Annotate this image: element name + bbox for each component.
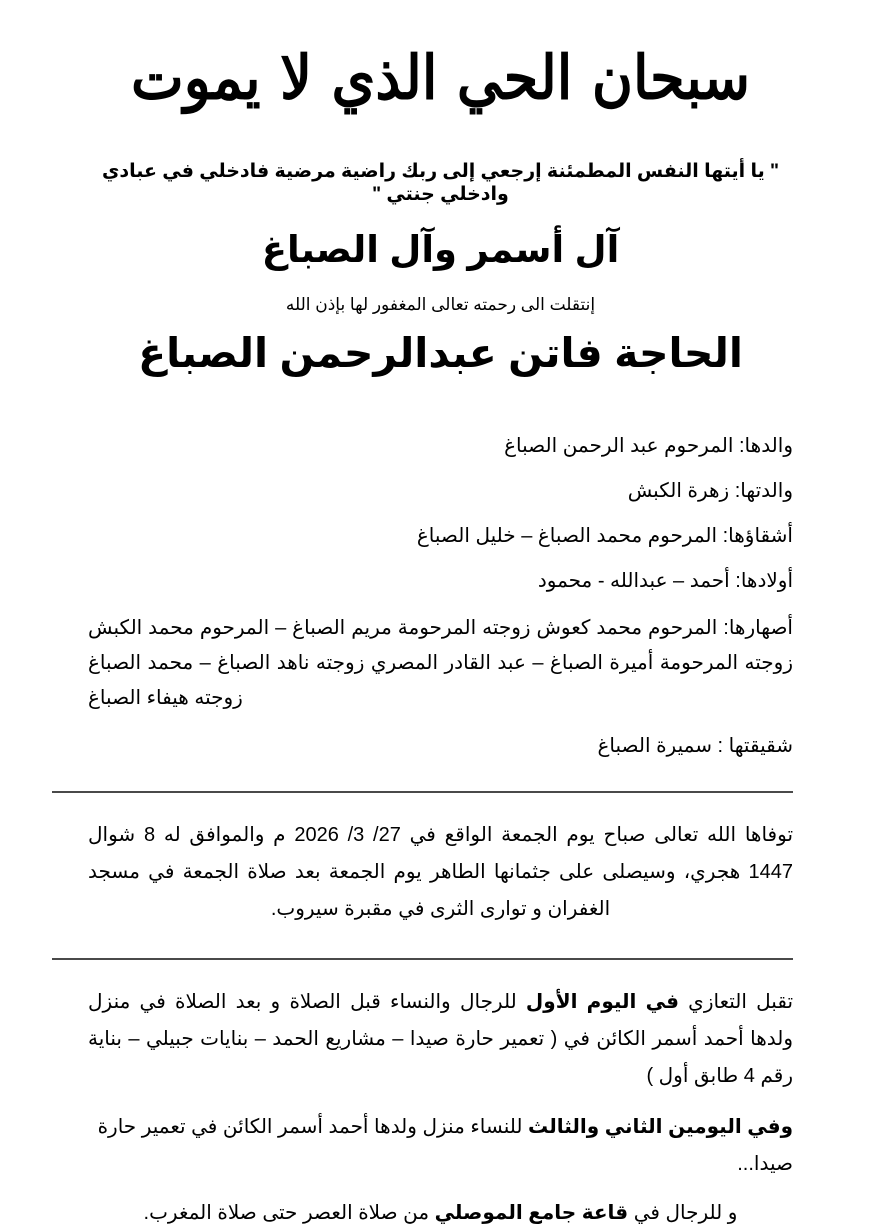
inlaws-paragraph: أصهارها: المرحوم محمد كعوش زوجته المرحومة مريم الصباغ – المرحوم محمد الكبش زوجته المرحومة أميرة الصباغ – عبد القادر المصري زوجته ناهد الصباغ – محمد الصباغ زوجته هيفاء الصباغ bbox=[88, 617, 793, 709]
quran-verse: " يا أيتها النفس المطمئنة إرجعي إلى ربك راضية مرضية فادخلي في عبادي وادخلي جنتي " bbox=[101, 161, 780, 205]
condolence-men-hall-bold: قاعة جامع الموصلي bbox=[434, 1202, 629, 1224]
calligraphy-header: سبحان الحي الذي لا يموت bbox=[131, 42, 750, 114]
families-title: آل أسمر وآل الصباغ bbox=[261, 229, 620, 270]
sister-line: شقيقتها : سميرة الصباغ bbox=[597, 735, 793, 757]
children-line: أولادها: أحمد – عبدالله - محمود bbox=[537, 570, 793, 592]
condolence-men-hall-suffix: من صلاة العصر حتى صلاة المغرب. bbox=[143, 1202, 435, 1224]
divider-bottom bbox=[52, 958, 793, 960]
condolence-day1-bold: في اليوم الأول bbox=[525, 991, 679, 1013]
condolence-days-2-3-paragraph bbox=[88, 1109, 793, 1183]
mother-line: والدتها: زهرة الكبش bbox=[627, 480, 793, 502]
funeral-announcement-paragraph: توفاها الله تعالى صباح يوم الجمعة الواقع في 27/ 3/ 2026 م والموافق له 8 شوال 1447 هجري، وسيصلى على جثمانها الطاهر يوم الجمعة بعد صلاة الجمعة في مسجد الغفران و توارى الثرى في مقبرة سيروب. bbox=[88, 824, 794, 920]
condolence-men-hall-prefix: و للرجال في bbox=[628, 1202, 738, 1224]
condolence-day1-suffix: للرجال والنساء قبل الصلاة و بعد الصلاة في منزل ولدها أحمد أسمر الكائن في ( تعمير حارة صيدا – مشاريع الحمد – بنايات جبيلي – بناية رقم 4 طابق أول ) bbox=[88, 991, 793, 1087]
passing-announcement: إنتقلت الى رحمته تعالى المغفور لها بإذن الله bbox=[285, 295, 596, 314]
condolence-day1-prefix: تقبل التعازي bbox=[678, 991, 794, 1013]
condolence-day1-paragraph bbox=[88, 984, 793, 1095]
brothers-line: أشقاؤها: المرحوم محمد الصباغ – خليل الصباغ bbox=[416, 525, 793, 547]
deceased-name: الحاجة فاتن عبدالرحمن الصباغ bbox=[138, 330, 743, 376]
condolence-men-hall-line bbox=[88, 1197, 793, 1229]
family-details-section bbox=[88, 431, 793, 761]
condolence-days-2-3-bold: وفي اليومين الثاني والثالث bbox=[528, 1116, 793, 1138]
father-line: والدها: المرحوم عبد الرحمن الصباغ bbox=[504, 435, 793, 457]
condolence-days-2-3-suffix: للنساء منزل ولدها أحمد أسمر الكائن في تعمير حارة صيدا... bbox=[97, 1116, 793, 1175]
divider-top bbox=[52, 791, 793, 793]
